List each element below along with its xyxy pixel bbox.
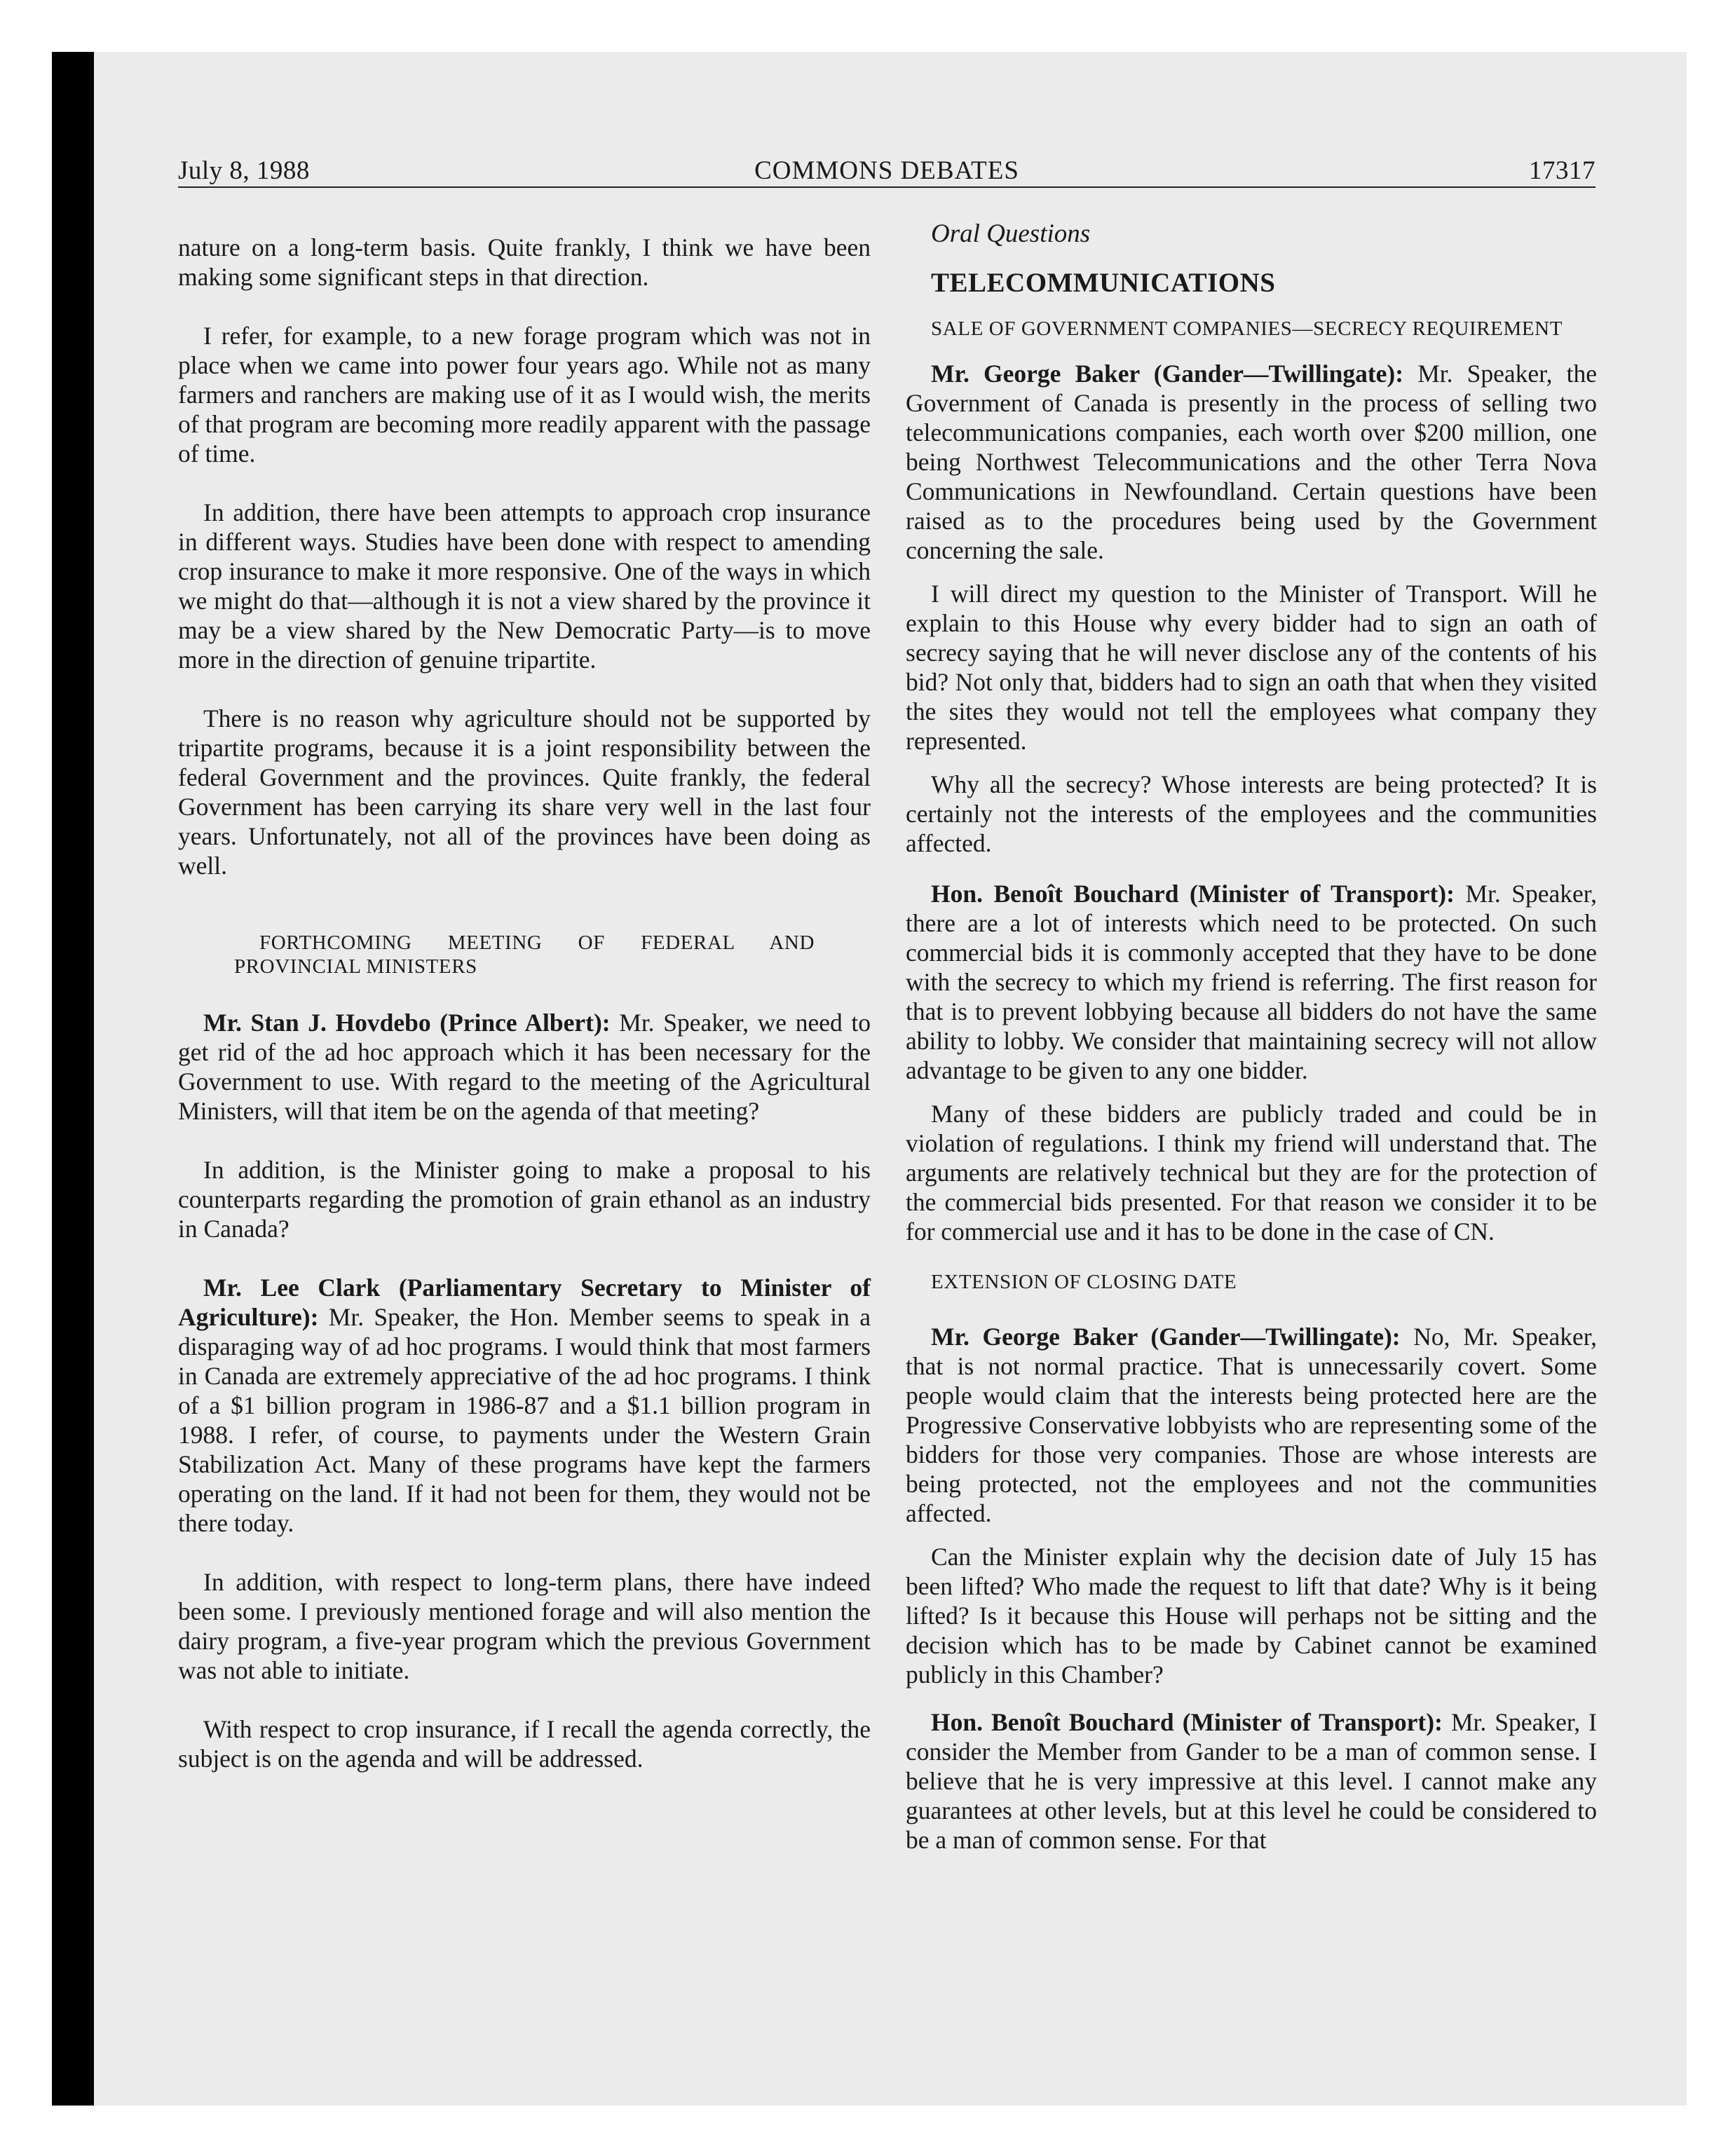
speech-text: Mr. Speaker, I consider the Member from Gander to be a man of common sense. I believe that he is very impressive at this level. I cannot make any guarantees at other levels, but at this level he could be considered to be a man of common sense. For that xyxy=(906,1708,1597,1854)
right-column xyxy=(906,203,1597,1855)
left-paragraph-3: In addition, there have been attempts to approach crop insurance in different ways. Studies have been done with respect to amending crop insurance to make it more responsive. One of the ways in which we might do that—although it is not a view shared by the province it may be a view shared by the New Democratic Party—is to move more in the direction of genuine tripartite. xyxy=(178,498,871,674)
speaker-name: Mr. Lee Clark (Parliamentary Secretary to Minister of Agriculture): xyxy=(178,1274,871,1331)
speech-text: Mr. Speaker, there are a lot of interests which need to be protected. On such commercial bids it is commonly accepted that they have to be done with the secrecy to which my friend is referring. The first reason for that is to prevent lobbying because all bidders do not have the same ability to lobby. We consider that maintaining secrecy will not allow advantage to be given to any one bidder. xyxy=(906,880,1598,1084)
left-paragraph-1: nature on a long-term basis. Quite frankly, I think we have been making some significant steps in that direction. xyxy=(178,233,871,291)
right-subheading-1: SALE OF GOVERNMENT COMPANIES—SECRECY REQUIREMENT xyxy=(931,318,1563,340)
speech-text: Mr. Speaker, we need to get rid of the ad hoc approach which it has been necessary for the Government to use. With regard to the meeting of the Agricultural Ministers, will that item be on the agenda of that meeting? xyxy=(178,1009,871,1125)
left-subheading: FORTHCOMING MEETING OF FEDERAL AND PROVINCIAL MINISTERS xyxy=(234,932,815,978)
scan-binding-edge xyxy=(52,52,94,2106)
right-paragraph-4 xyxy=(906,879,1597,1085)
left-paragraph-2: I refer, for example, to a new forage program which was not in place when we came into power four years ago. While not as many farmers and ranchers are making use of it as I would wish, the merits of that program are becoming more readily apparent with the passage of time. xyxy=(178,322,871,468)
right-paragraph-5: Many of these bidders are publicly traded and could be in violation of regulations. I think my friend will understand that. The arguments are relatively technical but they are for the protection of the commercial bids presented. For that reason we consider it to be for commercial use and it has to be done in the case of CN. xyxy=(906,1100,1597,1246)
header-page-number: 17317 xyxy=(1529,156,1595,185)
left-column xyxy=(178,203,871,1773)
right-paragraph-2: I will direct my question to the Minister of Transport. Will he explain to this House why every bidder had to sign an oath of secrecy saying that he will never disclose any of the contents of his bid? Not only that, bidders had to sign an oath that when they visited the sites they would not tell the employees what company they represented. xyxy=(906,580,1597,755)
right-paragraph-8 xyxy=(906,1707,1597,1855)
left-paragraph-9: With respect to crop insurance, if I recall the agenda correctly, the subject is on the agenda and will be addressed. xyxy=(178,1715,871,1773)
section-rubric: Oral Questions xyxy=(931,219,1091,248)
right-subheading-2: EXTENSION OF CLOSING DATE xyxy=(931,1271,1237,1293)
header-rule xyxy=(178,186,1595,188)
speaker-name: Hon. Benoît Bouchard (Minister of Transport): xyxy=(931,880,1455,908)
header-date: July 8, 1988 xyxy=(178,156,310,185)
speaker-name: Hon. Benoît Bouchard (Minister of Transport): xyxy=(931,1708,1443,1736)
running-header xyxy=(178,153,1595,189)
left-paragraph-7 xyxy=(178,1273,871,1538)
left-paragraph-8: In addition, with respect to long-term plans, there have indeed been some. I previously mentioned forage and will also mention the dairy program, a five-year program which the previous Government was not able to initiate. xyxy=(178,1568,871,1684)
speech-text: Mr. Speaker, the Hon. Member seems to speak in a disparaging way of ad hoc programs. I would think that most farmers in Canada are extremely appreciative of the ad hoc programs. I think of a $1 billion program in 1986-87 and a $1.1 billion program in 1988. I refer, of course, to payments under the Western Grain Stabilization Act. Many of these programs have kept the farmers operating on the land. If it had not been for them, they would not be there today. xyxy=(178,1303,871,1537)
speaker-name: Mr. George Baker (Gander—Twillingate): xyxy=(931,360,1404,388)
right-paragraph-7: Can the Minister explain why the decision date of July 15 has been lifted? Who made the request to lift that date? Why is it being lifted? Is it because this House will perhaps not be sitting and the decision which has to be made by Cabinet cannot be examined publicly in this Chamber? xyxy=(906,1543,1597,1688)
section-heading: TELECOMMUNICATIONS xyxy=(931,268,1276,298)
speech-text: Mr. Speaker, the Government of Canada is presently in the process of selling two telecommunications companies, each worth over $200 million, one being Northwest Telecommunications and the other Terra Nova Communications in Newfoundland. Certain questions have been raised as to the procedures being used by the Government concerning the sale. xyxy=(906,360,1597,564)
left-paragraph-5 xyxy=(178,1008,871,1126)
speech-text: No, Mr. Speaker, that is not normal practice. That is unnecessarily covert. Some people would claim that the interests being protected here are the Progressive Conservative lobbyists who are representing some of the bidders for those very companies. Those are whose interests are being protected, not the employees and not the communities affected. xyxy=(906,1323,1598,1527)
left-paragraph-4: There is no reason why agriculture should not be supported by tripartite programs, because it is a joint responsibility between the federal Government and the provinces. Quite frankly, the federal Government has been carrying its share very well in the last four years. Unfortunately, not all of the provinces have been doing as well. xyxy=(178,704,871,880)
speaker-name: Mr. George Baker (Gander—Twillingate): xyxy=(931,1323,1401,1351)
right-paragraph-1 xyxy=(906,359,1597,565)
header-publication: COMMONS DEBATES xyxy=(754,156,1019,185)
left-paragraph-6: In addition, is the Minister going to make a proposal to his counterparts regarding the promotion of grain ethanol as an industry in Canada? xyxy=(178,1156,871,1243)
right-paragraph-3: Why all the secrecy? Whose interests are being protected? It is certainly not the interests of the employees and the communities affected. xyxy=(906,770,1597,857)
speaker-name: Mr. Stan J. Hovdebo (Prince Albert): xyxy=(203,1009,611,1037)
right-paragraph-6 xyxy=(906,1322,1597,1528)
